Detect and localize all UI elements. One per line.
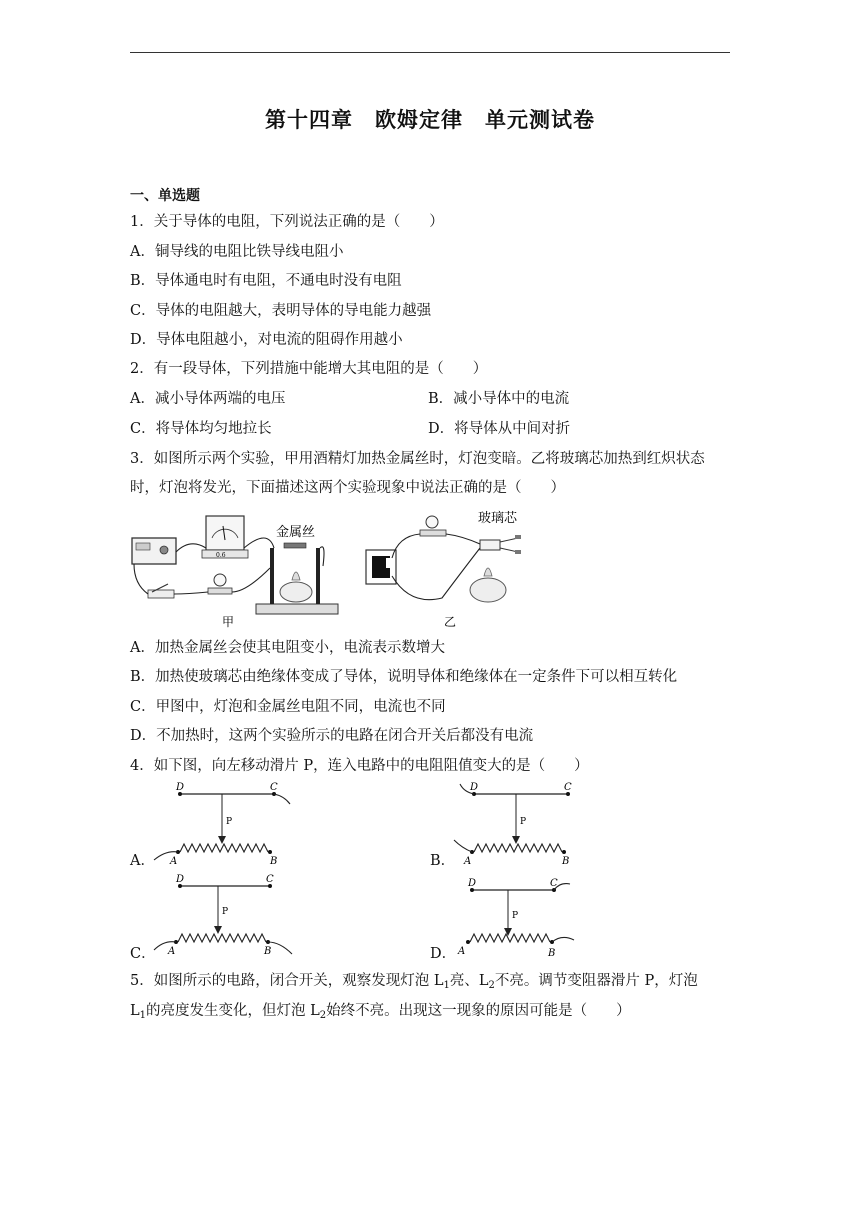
q4-option-a-label: A． bbox=[130, 853, 155, 869]
alcohol-lamp bbox=[280, 582, 312, 602]
q4-rheostat-a bbox=[150, 780, 300, 870]
terminal-c: C bbox=[564, 782, 572, 793]
alcohol-lamp-2 bbox=[470, 578, 506, 602]
switch bbox=[148, 590, 174, 598]
q5-text: 的亮度发生变化，但灯泡 L bbox=[146, 1003, 320, 1019]
power-supply bbox=[132, 538, 176, 564]
q4-option-b-label: B． bbox=[430, 853, 456, 869]
q3-option-a: A．加热金属丝会使其电阻变小，电流表示数增大 bbox=[130, 640, 445, 656]
q3-option-c: C．甲图中，灯泡和金属丝电阻不同，电流也不同 bbox=[130, 699, 446, 715]
q5-stem-line2 bbox=[130, 1001, 631, 1023]
header-rule bbox=[130, 52, 730, 53]
q5-sub: 1 bbox=[443, 980, 450, 991]
q3-figure-yi bbox=[362, 506, 532, 628]
label-glass-core: 玻璃芯 bbox=[478, 511, 518, 526]
q5-sub: 2 bbox=[319, 1010, 327, 1021]
label-metal-wire: 金属丝 bbox=[276, 525, 316, 540]
q1-option-c: C．导体的电阻越大，表明导体的导电能力越强 bbox=[130, 303, 432, 319]
q1-option-b: B．导体通电时有电阻，不通电时没有电阻 bbox=[130, 273, 402, 289]
q5-sub: 2 bbox=[488, 980, 495, 991]
q2-option-c: C．将导体均匀地拉长 bbox=[130, 421, 272, 437]
q5-text: 亮、L bbox=[449, 973, 489, 989]
q4-option-c-label: C． bbox=[130, 946, 156, 962]
fig-label-yi: 乙 bbox=[444, 615, 457, 628]
terminal-b: B bbox=[264, 946, 272, 957]
metal-wire bbox=[284, 543, 306, 548]
q3-stem-line2: 时，灯泡将发光，下面描述这两个实验现象中说法正确的是（ ） bbox=[130, 480, 565, 496]
terminal-c: C bbox=[266, 874, 274, 885]
bulb-icon bbox=[214, 574, 226, 586]
bulb-icon-2 bbox=[426, 516, 438, 528]
terminal-c: C bbox=[550, 878, 558, 889]
q5-stem-line1 bbox=[130, 971, 698, 993]
q5-text: 不亮。调节变阻器滑片 P，灯泡 bbox=[494, 973, 698, 989]
terminal-b: B bbox=[270, 856, 278, 867]
q2-option-d: D．将导体从中间对折 bbox=[428, 421, 571, 437]
q2-stem: 2．有一段导体，下列措施中能增大其电阻的是（ ） bbox=[130, 361, 488, 377]
q4-rheostat-b bbox=[450, 780, 600, 870]
q3-stem-line1: 3．如图所示两个实验，甲用酒精灯加热金属丝时，灯泡变暗。乙将玻璃芯加热到红炽状态 bbox=[130, 451, 705, 467]
terminal-a: A bbox=[168, 946, 176, 957]
terminal-b: B bbox=[562, 856, 570, 867]
terminal-a: A bbox=[458, 946, 466, 957]
terminal-a: A bbox=[464, 856, 472, 867]
q4-rheostat-c bbox=[150, 872, 300, 962]
q1-stem: 1．关于导体的电阻，下列说法正确的是（ ） bbox=[130, 214, 444, 230]
q4-stem: 4．如下图，向左移动滑片 P，连入电路中的电阻阻值变大的是（ ） bbox=[130, 758, 589, 774]
q1-option-d: D．导体电阻越小，对电流的阻碍作用越小 bbox=[130, 332, 403, 348]
q4-option-d-label: D． bbox=[430, 946, 457, 962]
terminal-d: D bbox=[468, 878, 477, 889]
terminal-b: B bbox=[548, 948, 556, 959]
q1-option-a: A．铜导线的电阻比铁导线电阻小 bbox=[130, 244, 344, 260]
slider-p: P bbox=[520, 817, 527, 827]
q5-text: L bbox=[130, 1003, 140, 1019]
q5-sub: 1 bbox=[139, 1010, 147, 1021]
terminal-d: D bbox=[176, 782, 185, 793]
q2-option-a: A．减小导体两端的电压 bbox=[130, 391, 286, 407]
q5-text: 始终不亮。出现这一现象的原因可能是（ ） bbox=[326, 1003, 631, 1019]
q4-rheostat-d bbox=[450, 878, 600, 962]
terminal-c: C bbox=[270, 782, 278, 793]
glass-core bbox=[480, 540, 500, 550]
q2-option-b: B．减小导体中的电流 bbox=[428, 391, 570, 407]
terminal-d: D bbox=[470, 782, 479, 793]
stand-base bbox=[256, 604, 338, 614]
ammeter-reading: 0.6 bbox=[216, 552, 226, 559]
q3-option-d: D．不加热时，这两个实验所示的电路在闭合开关后都没有电流 bbox=[130, 728, 534, 744]
slider-p: P bbox=[512, 911, 519, 921]
fig-label-jia: 甲 bbox=[222, 615, 235, 628]
q3-option-b: B．加热使玻璃芯由绝缘体变成了导体，说明导体和绝缘体在一定条件下可以相互转化 bbox=[130, 669, 678, 685]
slider-p: P bbox=[226, 817, 233, 827]
section-heading: 一、单选题 bbox=[130, 188, 200, 204]
q3-figure-jia bbox=[128, 508, 353, 628]
ammeter bbox=[206, 516, 244, 550]
page-title: 第十四章 欧姆定律 单元测试卷 bbox=[265, 108, 595, 132]
terminal-d: D bbox=[176, 874, 185, 885]
slider-p: P bbox=[222, 907, 229, 917]
q5-text: 5．如图所示的电路，闭合开关，观察发现灯泡 L bbox=[130, 973, 444, 989]
terminal-a: A bbox=[170, 856, 178, 867]
